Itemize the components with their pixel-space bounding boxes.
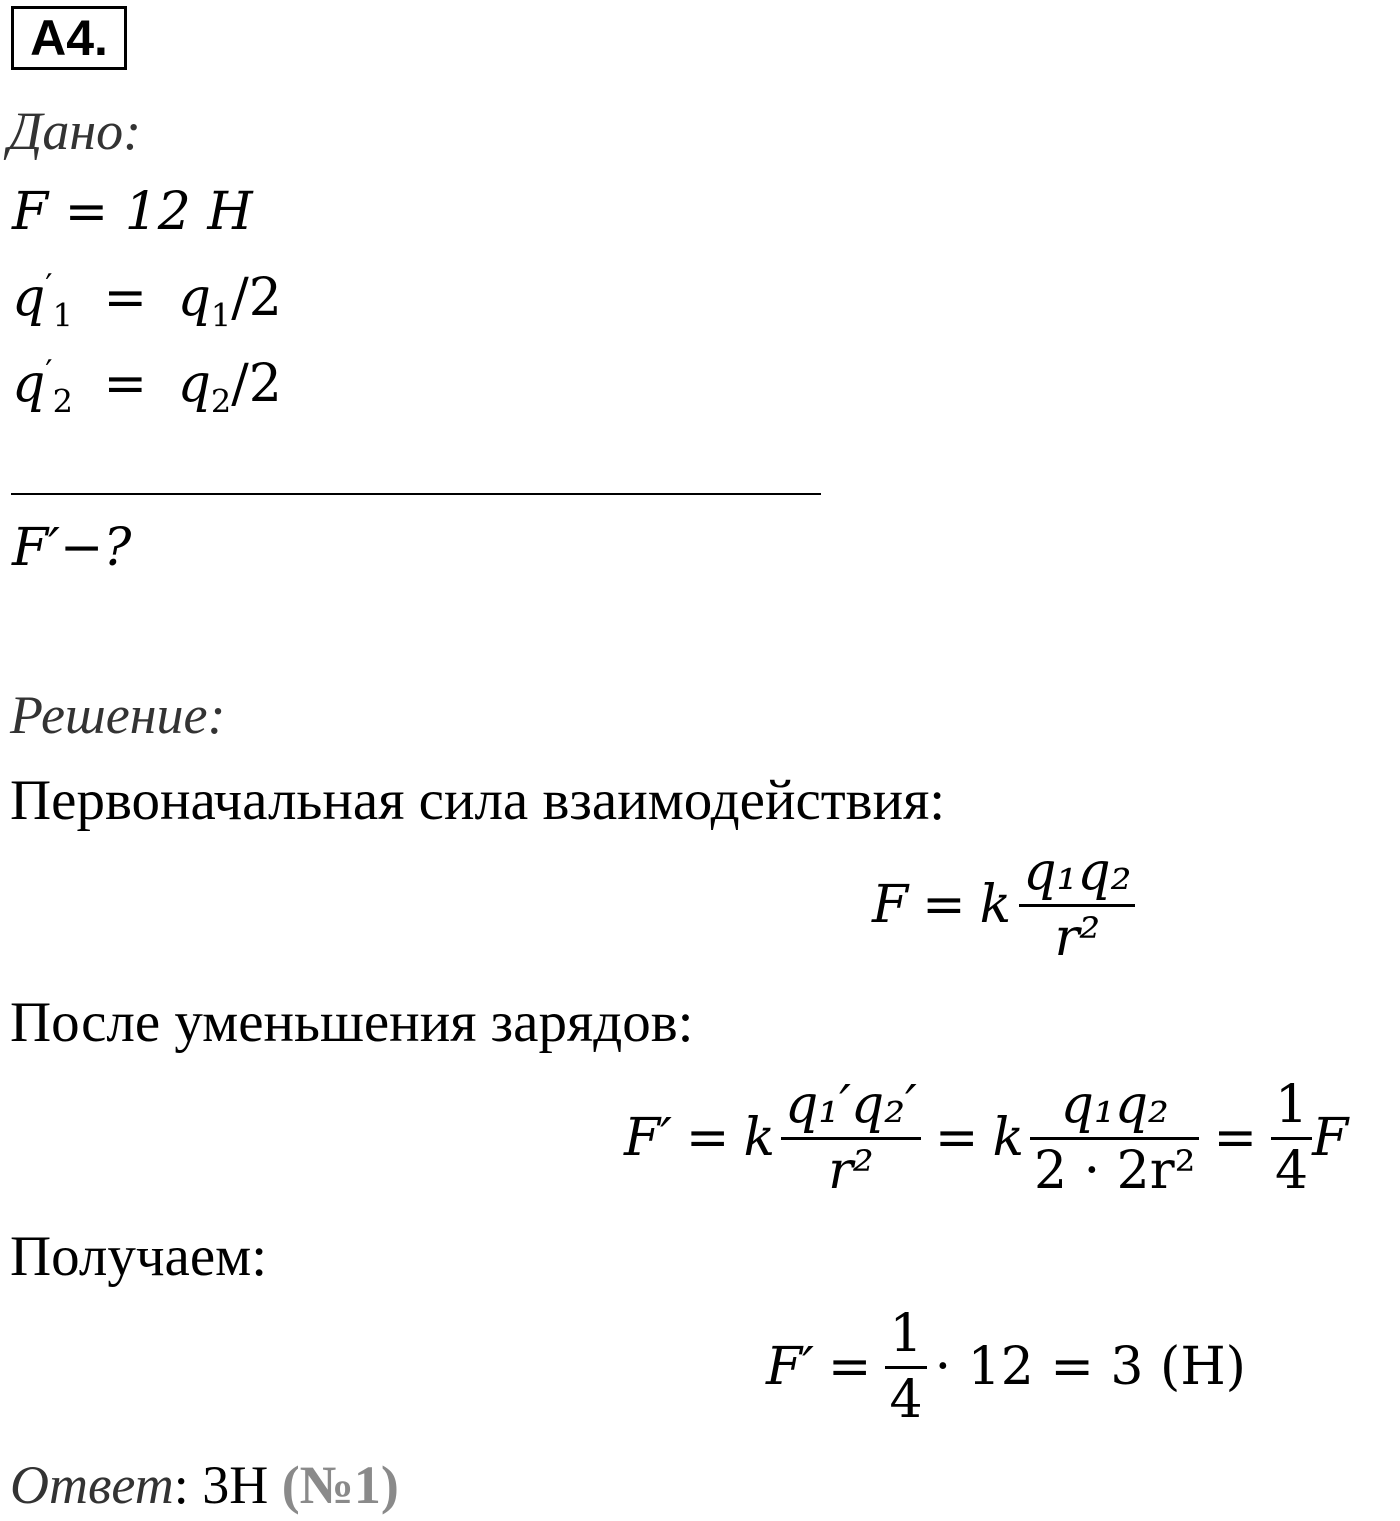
f2-bar1: [781, 1137, 921, 1140]
f1-bar: [1019, 904, 1135, 907]
answer-label: Ответ: [10, 1455, 174, 1515]
answer-value: : 3Н: [173, 1455, 269, 1515]
f1-k: k: [979, 875, 1012, 936]
formula-reduced-force: F′ = k $\frac{\text{q₁′q₂′}}{\text{r²}}$ = k $\frac{\text{q₁q₂}}{\text{2 · 2r²}}$ = $\frac{1}{4}$ F: [624, 1075, 1349, 1201]
f3-den: 4: [889, 1369, 923, 1430]
f1-fraction: [1019, 842, 1135, 968]
f2-num3: 1: [1275, 1075, 1309, 1135]
f2-bar3: [1271, 1137, 1312, 1140]
charge2-rhs-var: q: [177, 354, 211, 414]
f2-den1: r²: [828, 1140, 874, 1201]
f1-num: q₁q₂: [1023, 842, 1132, 902]
f3-fraction: [885, 1304, 926, 1430]
f1-den: r²: [1054, 907, 1101, 968]
problem-label-text: A4.: [30, 10, 108, 66]
f2-den3: 4: [1275, 1140, 1309, 1201]
problem-label: [11, 6, 127, 70]
given-heading: Дано:: [8, 101, 142, 161]
charge1-lhs: q: [12, 268, 46, 328]
given-force: F = 12 Н: [12, 182, 253, 242]
charge1-rhs-sub: 1: [210, 296, 232, 335]
answer-ref: (№1): [281, 1455, 399, 1515]
f3-num: 1: [889, 1304, 923, 1364]
f2-k2: k: [992, 1108, 1024, 1169]
charge1-sub: 1: [52, 296, 73, 335]
formula-result: F′ = $\frac{1}{4}$ · 12 = 3 (Н): [766, 1304, 1246, 1430]
charge1-rhs-div: /2: [231, 268, 282, 328]
f1-lhs: F: [872, 875, 909, 936]
f2-fraction1: [781, 1075, 921, 1201]
f2-fraction3: [1271, 1075, 1312, 1201]
f2-den2: 2 · 2r²: [1033, 1140, 1196, 1201]
formula-initial-force: F = k $\frac{\text{q₁q₂}}{\text{r²}}$: [872, 845, 1135, 965]
step1-text: Первоначальная сила взаимодействия:: [10, 769, 946, 832]
given-charge2: $q'_2 = q_2/2$: [12, 352, 282, 421]
given-charge1: $q'_1 = q_1/2$: [12, 266, 282, 335]
step3-text: Получаем:: [10, 1225, 268, 1288]
f3-rest: · 12 = 3 (Н): [934, 1337, 1246, 1398]
charge2-sub: 2: [52, 382, 73, 421]
charge2-lhs: q: [12, 354, 46, 414]
f2-bar2: [1030, 1137, 1199, 1140]
step2-text: После уменьшения зарядов:: [10, 991, 694, 1054]
given-separator: [11, 493, 821, 495]
f3-lhs: F′: [766, 1337, 814, 1398]
charge2-rhs-div: /2: [231, 354, 282, 414]
answer-line: [10, 1455, 399, 1515]
charge2-rhs-sub: 2: [210, 382, 232, 421]
unknown-quantity: F′−?: [12, 518, 132, 578]
f2-num2: q₁q₂: [1060, 1075, 1169, 1135]
f2-tail: F: [1312, 1108, 1349, 1169]
f3-bar: [885, 1366, 926, 1369]
f2-lhs: F′: [624, 1108, 672, 1169]
f2-num1: q₁′q₂′: [784, 1075, 917, 1135]
f2-fraction2: [1030, 1075, 1199, 1201]
f2-k1: k: [743, 1108, 775, 1169]
solution-heading: Решение:: [10, 685, 226, 745]
charge1-rhs-var: q: [177, 268, 211, 328]
